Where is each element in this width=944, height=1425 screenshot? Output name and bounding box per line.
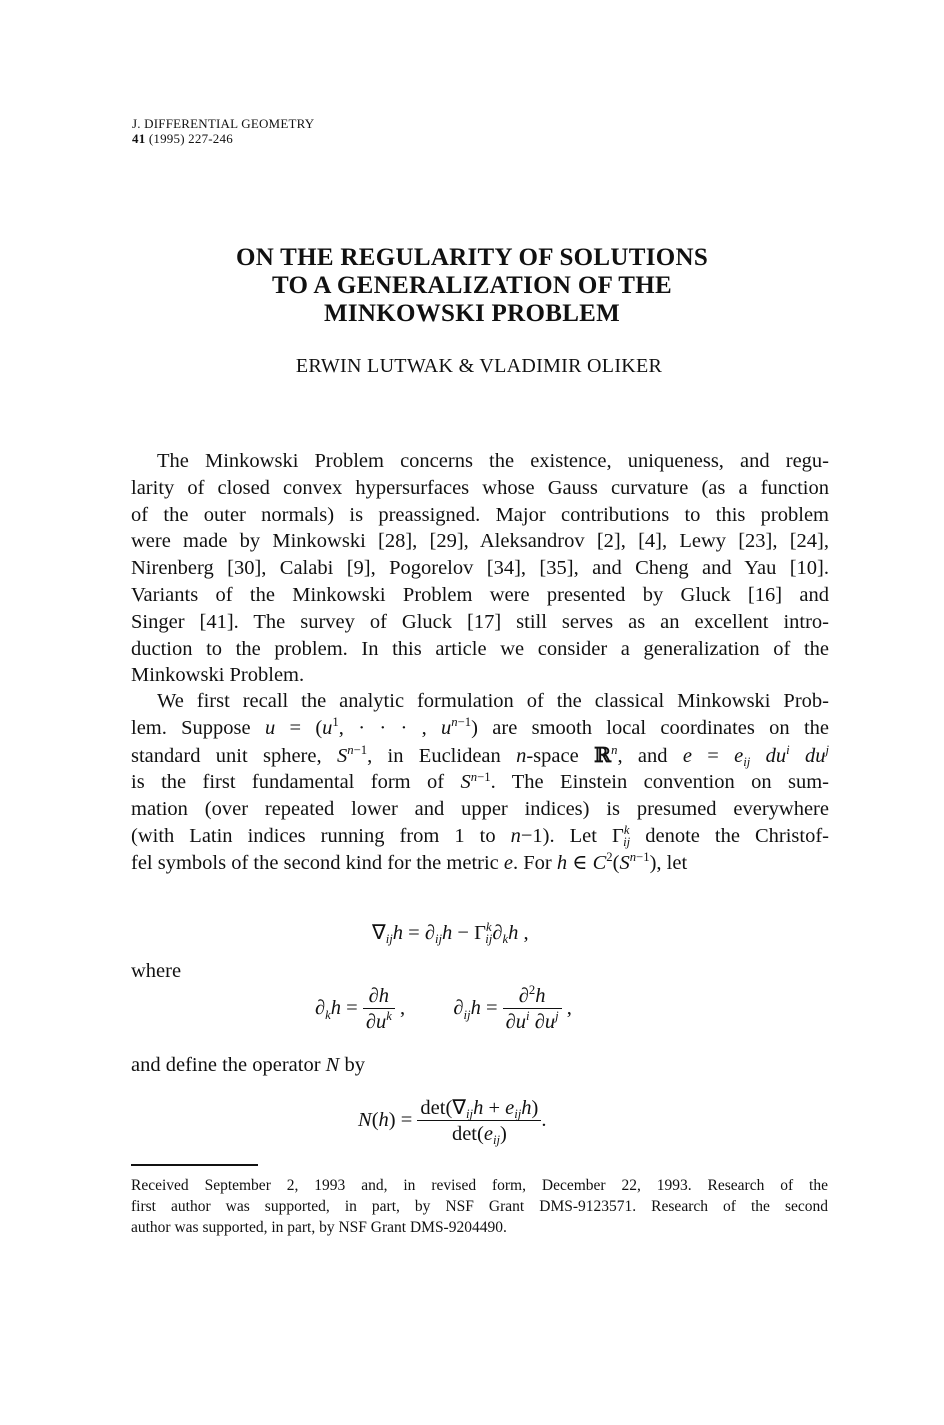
- title-line-2: TO A GENERALIZATION OF THE: [271, 272, 673, 299]
- where-label: where: [131, 960, 182, 982]
- footnote-line: author was supported, in part, by NSF Grant DMS-9204490.: [131, 1219, 507, 1236]
- journal-header: [132, 116, 314, 146]
- paragraph-line: were made by Minkowski [28], [29], Aleksandrov [2], [4], Lewy [23], [24],: [131, 530, 829, 553]
- paragraph-line: is the first fundamental form of $S^{n-1}$. The Einstein convention on sum-: [131, 769, 830, 794]
- paragraph-line: fel symbols of the second kind for the metric e. For h ∈ $C^2(S^{n-1})$, let: [131, 850, 688, 874]
- fraction: $\frac{\det(\nabla_{ij}h + e_{ij}h)}{\det(e_{ij})}$: [417, 1096, 541, 1147]
- paragraph-line: Minkowski Problem.: [131, 664, 305, 687]
- paragraph-line: lem. Suppose $u = (u^1$, · · · , $u^{n-1}$) are smooth local coordinates on the: [131, 715, 830, 739]
- journal-year-pages: (1995) 227-246: [148, 131, 233, 146]
- equation-covariant-derivative: $\nabla_{ij}h = \partial_{ij}h - \Gamma^k_{ij}\partial_kh$ ,: [372, 920, 529, 947]
- paragraph-line: mation (over repeated lower and upper indices) is presumed everywhere: [131, 798, 829, 821]
- fraction: $\frac{\partial^2h}{\partial u^i \partial u^j}$: [503, 984, 562, 1035]
- authors: ERWIN LUTWAK & VLADIMIR OLIKER: [295, 355, 663, 377]
- paragraph-line: duction to the problem. In this article we consider a generalization of the: [131, 637, 829, 660]
- fraction: $\frac{\partial h}{\partial u^k}$: [363, 984, 395, 1035]
- paragraph-line: We first recall the analytic formulation of the classical Minkowski Prob-: [157, 690, 829, 712]
- journal-volume: 41: [132, 131, 146, 146]
- paragraph-line: Variants of the Minkowski Problem were presented by Gluck [16] and: [131, 583, 829, 606]
- paper-title: [0, 244, 944, 328]
- paragraph-line: (with Latin indices running from 1 to n−1). Let $\Gamma^k_{ij}$ denote the Christof-: [131, 823, 830, 850]
- equation-partial-derivatives: $\partial_kh$ = $\frac{\partial h}{\partial u^k}$ , $\partial_{ij}h$ = $\frac{\partial^2h}{\partial u^i \partial u^j}$ ,: [315, 983, 572, 1033]
- paragraph-line: Nirenberg [30], Calabi [9], Pogorelov [34], [35], and Cheng and Yau [10].: [131, 557, 829, 580]
- paragraph-line: of the outer normals) is preassigned. Major contributions to this problem: [131, 503, 829, 526]
- journal-volume-line: [132, 131, 314, 146]
- footnote: [131, 1175, 828, 1238]
- paragraph-2: [131, 688, 829, 877]
- equation-operator-n: N(h) = $\frac{\det(\nabla_{ij}h + e_{ij}h)}{\det(e_{ij})}$ .: [358, 1097, 547, 1148]
- footnote-rule: [131, 1164, 258, 1166]
- journal-name: J. DIFFERENTIAL GEOMETRY: [132, 116, 315, 131]
- define-operator-line: and define the operator N by: [131, 1054, 365, 1076]
- footnote-line: first author was supported, in part, by NSF Grant DMS-9123571. Research of the second: [131, 1198, 828, 1215]
- paragraph-line: standard unit sphere, $S^{n-1}$, in Euclidean n-space ℝ$^n$, and $e = e_{ij}$ $du^i$ $du^j$: [131, 742, 830, 770]
- title-line-1: ON THE REGULARITY OF SOLUTIONS: [235, 244, 709, 271]
- paragraph-1: [131, 448, 829, 689]
- footnote-line: Received September 2, 1993 and, in revised form, December 22, 1993. Research of the: [131, 1177, 828, 1194]
- paragraph-line: larity of closed convex hypersurfaces whose Gauss curvature (as a function: [131, 476, 829, 499]
- paragraph-line: The Minkowski Problem concerns the existence, uniqueness, and regu-: [157, 450, 829, 472]
- title-line-3: MINKOWSKI PROBLEM: [323, 300, 621, 327]
- paragraph-line: Singer [41]. The survey of Gluck [17] still serves as an excellent intro-: [131, 610, 829, 633]
